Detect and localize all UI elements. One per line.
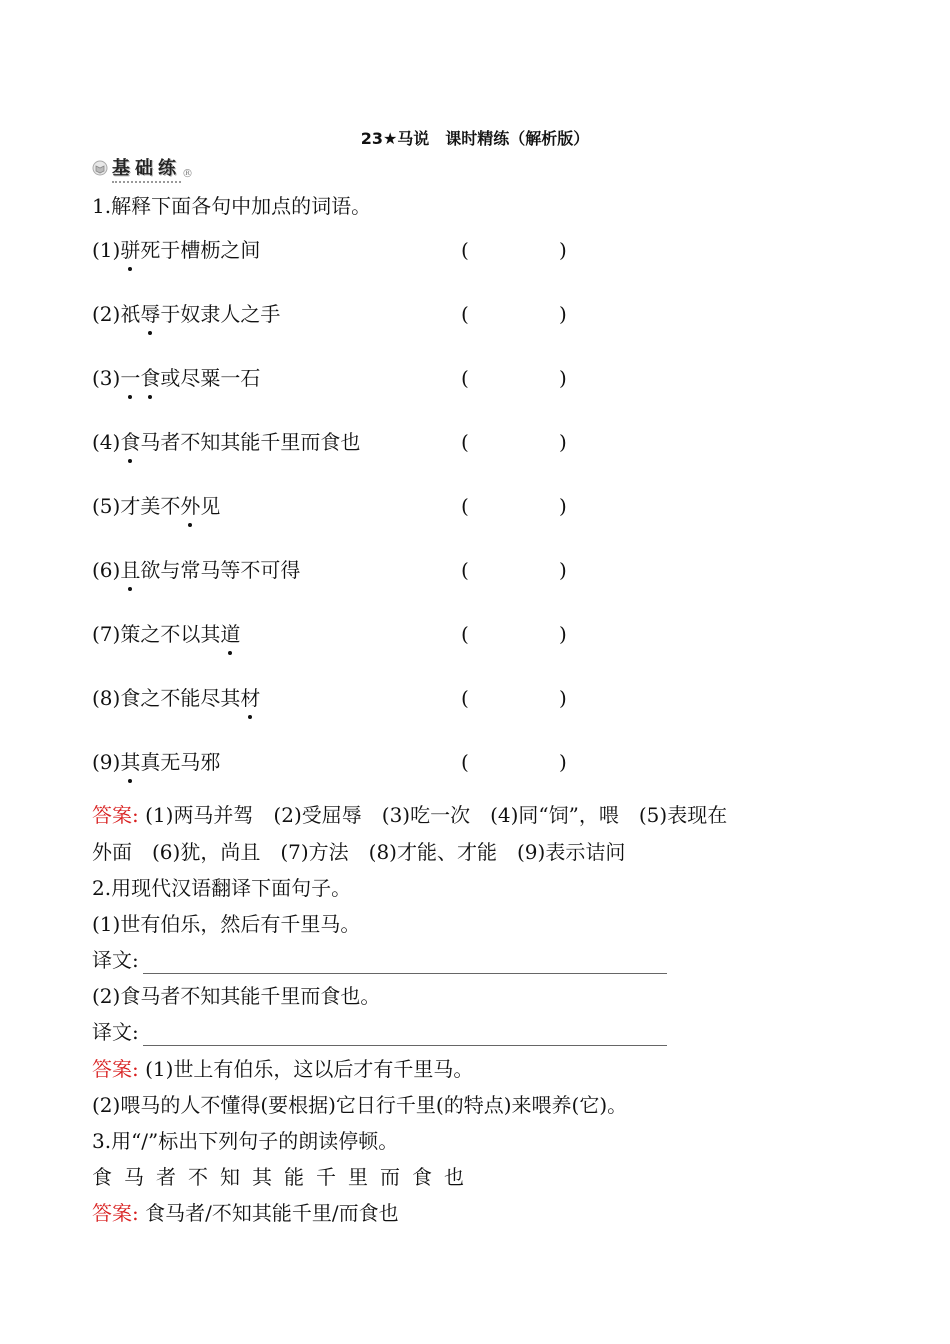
character: 或 (160, 366, 181, 390)
character: 枥 (200, 238, 221, 262)
q2-answer-text-1: (1)世上有伯乐，这以后才有千里马。 (138, 1057, 474, 1081)
answer-paren-close: ) (559, 558, 567, 582)
q1-answer-line-1 (92, 801, 727, 829)
character: 美 (140, 494, 161, 518)
item-number: (6) (92, 558, 121, 582)
dotted-character: 骈 (120, 238, 141, 262)
character: 真 (140, 750, 161, 774)
dotted-character: 道 (220, 622, 241, 646)
character: 以 (180, 622, 201, 646)
character: 也 (340, 430, 361, 454)
answer-paren-close: ) (559, 302, 567, 326)
character: 其 (220, 430, 241, 454)
translation-blank-1[interactable] (143, 951, 667, 974)
character: 之 (140, 622, 161, 646)
character: 者 (160, 430, 181, 454)
character: 知 (200, 430, 221, 454)
character: 之 (220, 238, 241, 262)
answer-paren-close: ) (559, 686, 567, 710)
q1-item-8 (92, 684, 260, 712)
character: 能 (240, 430, 261, 454)
character: 尽 (200, 686, 221, 710)
q1-answer-text-1: (1)两马并驾 (2)受屈辱 (3)吃一次 (4)同“饲”，喂 (5)表现在 (138, 803, 728, 827)
q3-prompt: 3.用“/”标出下列句子的朗读停顿。 (92, 1129, 399, 1153)
character: 之 (240, 302, 261, 326)
item-number: (3) (92, 366, 121, 390)
answer-paren-close: ) (559, 238, 567, 262)
translate-label: 译文: (92, 948, 139, 972)
section-label: 基础练 (112, 154, 181, 183)
answer-paren-open: ( (461, 238, 469, 262)
character: 于 (160, 238, 181, 262)
character: 里 (280, 430, 301, 454)
character: 与 (160, 558, 181, 582)
q1-item-3 (92, 364, 260, 392)
character: 可 (260, 558, 281, 582)
character: 无 (160, 750, 181, 774)
q3-sentence: 食马者不知其能千里而食也 (92, 1165, 476, 1189)
answer-paren-close: ) (559, 750, 567, 774)
character: 食 (120, 686, 141, 710)
character: 之 (140, 686, 161, 710)
item-number: (2) (92, 302, 121, 326)
character: 等 (220, 558, 241, 582)
section-mark: ® (182, 166, 193, 180)
answer-paren-open: ( (461, 750, 469, 774)
dotted-character: 一 (120, 366, 141, 390)
character: 食 (320, 430, 341, 454)
dotted-character: 食 (120, 430, 141, 454)
q1-prompt: 1.解释下面各句中加点的词语。 (92, 194, 372, 218)
item-number: (1) (92, 238, 121, 262)
character: 其 (220, 686, 241, 710)
answer-paren-open: ( (461, 302, 469, 326)
q1-answer-line-2: 外面 (6)犹，尚且 (7)方法 (8)才能、才能 (9)表示诘问 (92, 840, 626, 864)
q1-item-4 (92, 428, 360, 456)
q2-sentence-1: (1)世有伯乐，然后有千里马。 (92, 912, 361, 936)
character: 粟 (200, 366, 221, 390)
q1-item-5 (92, 492, 220, 520)
q1-item-1 (92, 236, 260, 264)
character: 祇 (120, 302, 141, 326)
dotted-character: 食 (140, 366, 161, 390)
character: 不 (160, 622, 181, 646)
character: 得 (280, 558, 301, 582)
character: 马 (180, 750, 201, 774)
answer-paren-open: ( (461, 494, 469, 518)
character: 间 (240, 238, 261, 262)
q2-answer-line-2: (2)喂马的人不懂得(要根据)它日行千里(的特点)来喂养(它)。 (92, 1093, 628, 1117)
character: 人 (220, 302, 241, 326)
q3-answer-line (92, 1199, 399, 1227)
translate-label: 译文: (92, 1020, 139, 1044)
answer-paren-close: ) (559, 430, 567, 454)
character: 不 (160, 494, 181, 518)
answer-paren-close: ) (559, 366, 567, 390)
character: 马 (140, 430, 161, 454)
character: 手 (260, 302, 281, 326)
answer-paren-open: ( (461, 558, 469, 582)
dotted-character: 且 (120, 558, 141, 582)
answer-paren-open: ( (461, 366, 469, 390)
character: 奴 (180, 302, 201, 326)
character: 尽 (180, 366, 201, 390)
character: 不 (160, 686, 181, 710)
q2-prompt: 2.用现代汉语翻译下面句子。 (92, 876, 352, 900)
answer-paren-close: ) (559, 494, 567, 518)
answer-paren-open: ( (461, 430, 469, 454)
character: 见 (200, 494, 221, 518)
q1-item-9 (92, 748, 220, 776)
character: 而 (300, 430, 321, 454)
dotted-character: 材 (240, 686, 261, 710)
character: 石 (240, 366, 261, 390)
character: 不 (240, 558, 261, 582)
item-number: (5) (92, 494, 121, 518)
character: 其 (200, 622, 221, 646)
character: 一 (220, 366, 241, 390)
character: 策 (120, 622, 141, 646)
character: 邪 (200, 750, 221, 774)
answer-label: 答案: (92, 1201, 139, 1225)
character: 欲 (140, 558, 161, 582)
character: 千 (260, 430, 281, 454)
character: 槽 (180, 238, 201, 262)
item-number: (9) (92, 750, 121, 774)
dotted-character: 辱 (140, 302, 161, 326)
dotted-character: 外 (180, 494, 201, 518)
book-badge-icon (92, 160, 108, 176)
character: 常 (180, 558, 201, 582)
character: 隶 (200, 302, 221, 326)
character: 不 (180, 430, 201, 454)
character: 能 (180, 686, 201, 710)
answer-label: 答案: (92, 803, 139, 827)
item-number: (7) (92, 622, 121, 646)
translation-blank-2[interactable] (143, 1023, 667, 1046)
item-number: (8) (92, 686, 121, 710)
answer-label: 答案: (92, 1057, 139, 1081)
character: 才 (120, 494, 141, 518)
q3-answer-text: 食马者/不知其能千里/而食也 (138, 1201, 399, 1225)
q2-translation-row-2 (92, 1018, 667, 1046)
answer-paren-open: ( (461, 622, 469, 646)
character: 于 (160, 302, 181, 326)
q2-sentence-2: (2)食马者不知其能千里而食也。 (92, 984, 381, 1008)
character: 马 (200, 558, 221, 582)
q2-answer-line-1 (92, 1055, 473, 1083)
answer-paren-open: ( (461, 686, 469, 710)
item-number: (4) (92, 430, 121, 454)
q1-item-7 (92, 620, 240, 648)
character: 死 (140, 238, 161, 262)
q2-translation-row-1 (92, 946, 667, 974)
dotted-character: 其 (120, 750, 141, 774)
section-header (92, 156, 193, 180)
page-title: 23★马说 课时精练（解析版） (360, 129, 590, 148)
q1-item-2 (92, 300, 280, 328)
q1-item-6 (92, 556, 300, 584)
answer-paren-close: ) (559, 622, 567, 646)
